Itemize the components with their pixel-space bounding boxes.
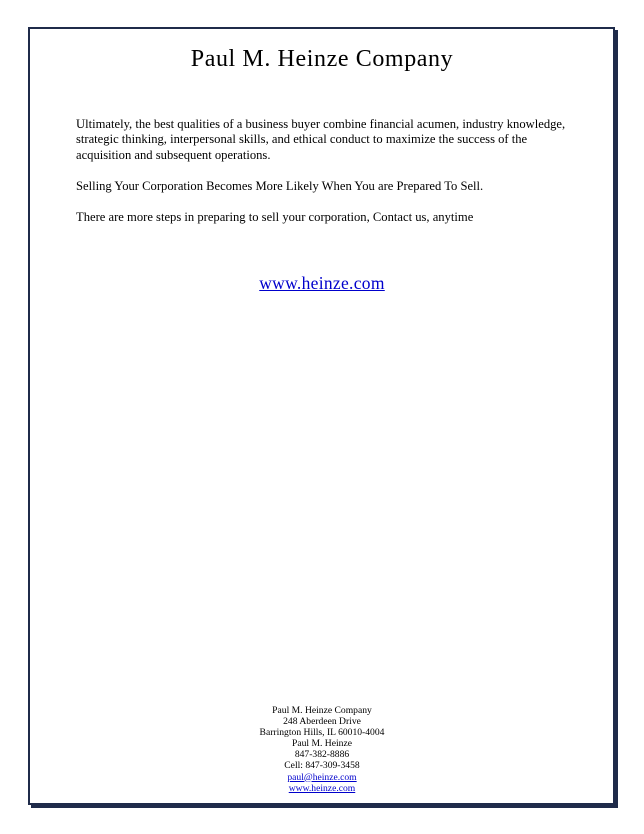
footer-company-name: Paul M. Heinze Company xyxy=(272,705,372,716)
paragraph-contact-us: There are more steps in preparing to sell your corporation, Contact us, anytime xyxy=(76,210,474,224)
footer-contact-block xyxy=(0,705,644,794)
page-title: Paul M. Heinze Company xyxy=(190,46,454,72)
footer-address: 248 Aberdeen Drive xyxy=(283,716,361,728)
footer-cell: Cell: 847-309-3458 xyxy=(284,760,360,772)
footer-phone: 847-382-8886 xyxy=(294,749,350,761)
footer-email-link[interactable]: paul@heinze.com xyxy=(287,771,357,783)
footer-contact-name: Paul M. Heinze xyxy=(292,738,352,750)
footer-city: Barrington Hills, IL 60010-4004 xyxy=(259,727,385,739)
paragraph-prepared-to-sell: Selling Your Corporation Becomes More Likely When You are Prepared To Sell. xyxy=(76,179,484,193)
footer-website-link[interactable]: www.heinze.com xyxy=(288,782,356,794)
paragraph-buyer-qualities: Ultimately, the best qualities of a business buyer combine financial acumen, industry knowledge, strategic thinking, interpersonal skills, and ethical conduct to maximize the success of the acquisition and subsequent operations. xyxy=(76,117,566,162)
website-link[interactable]: www.heinze.com xyxy=(259,273,385,293)
